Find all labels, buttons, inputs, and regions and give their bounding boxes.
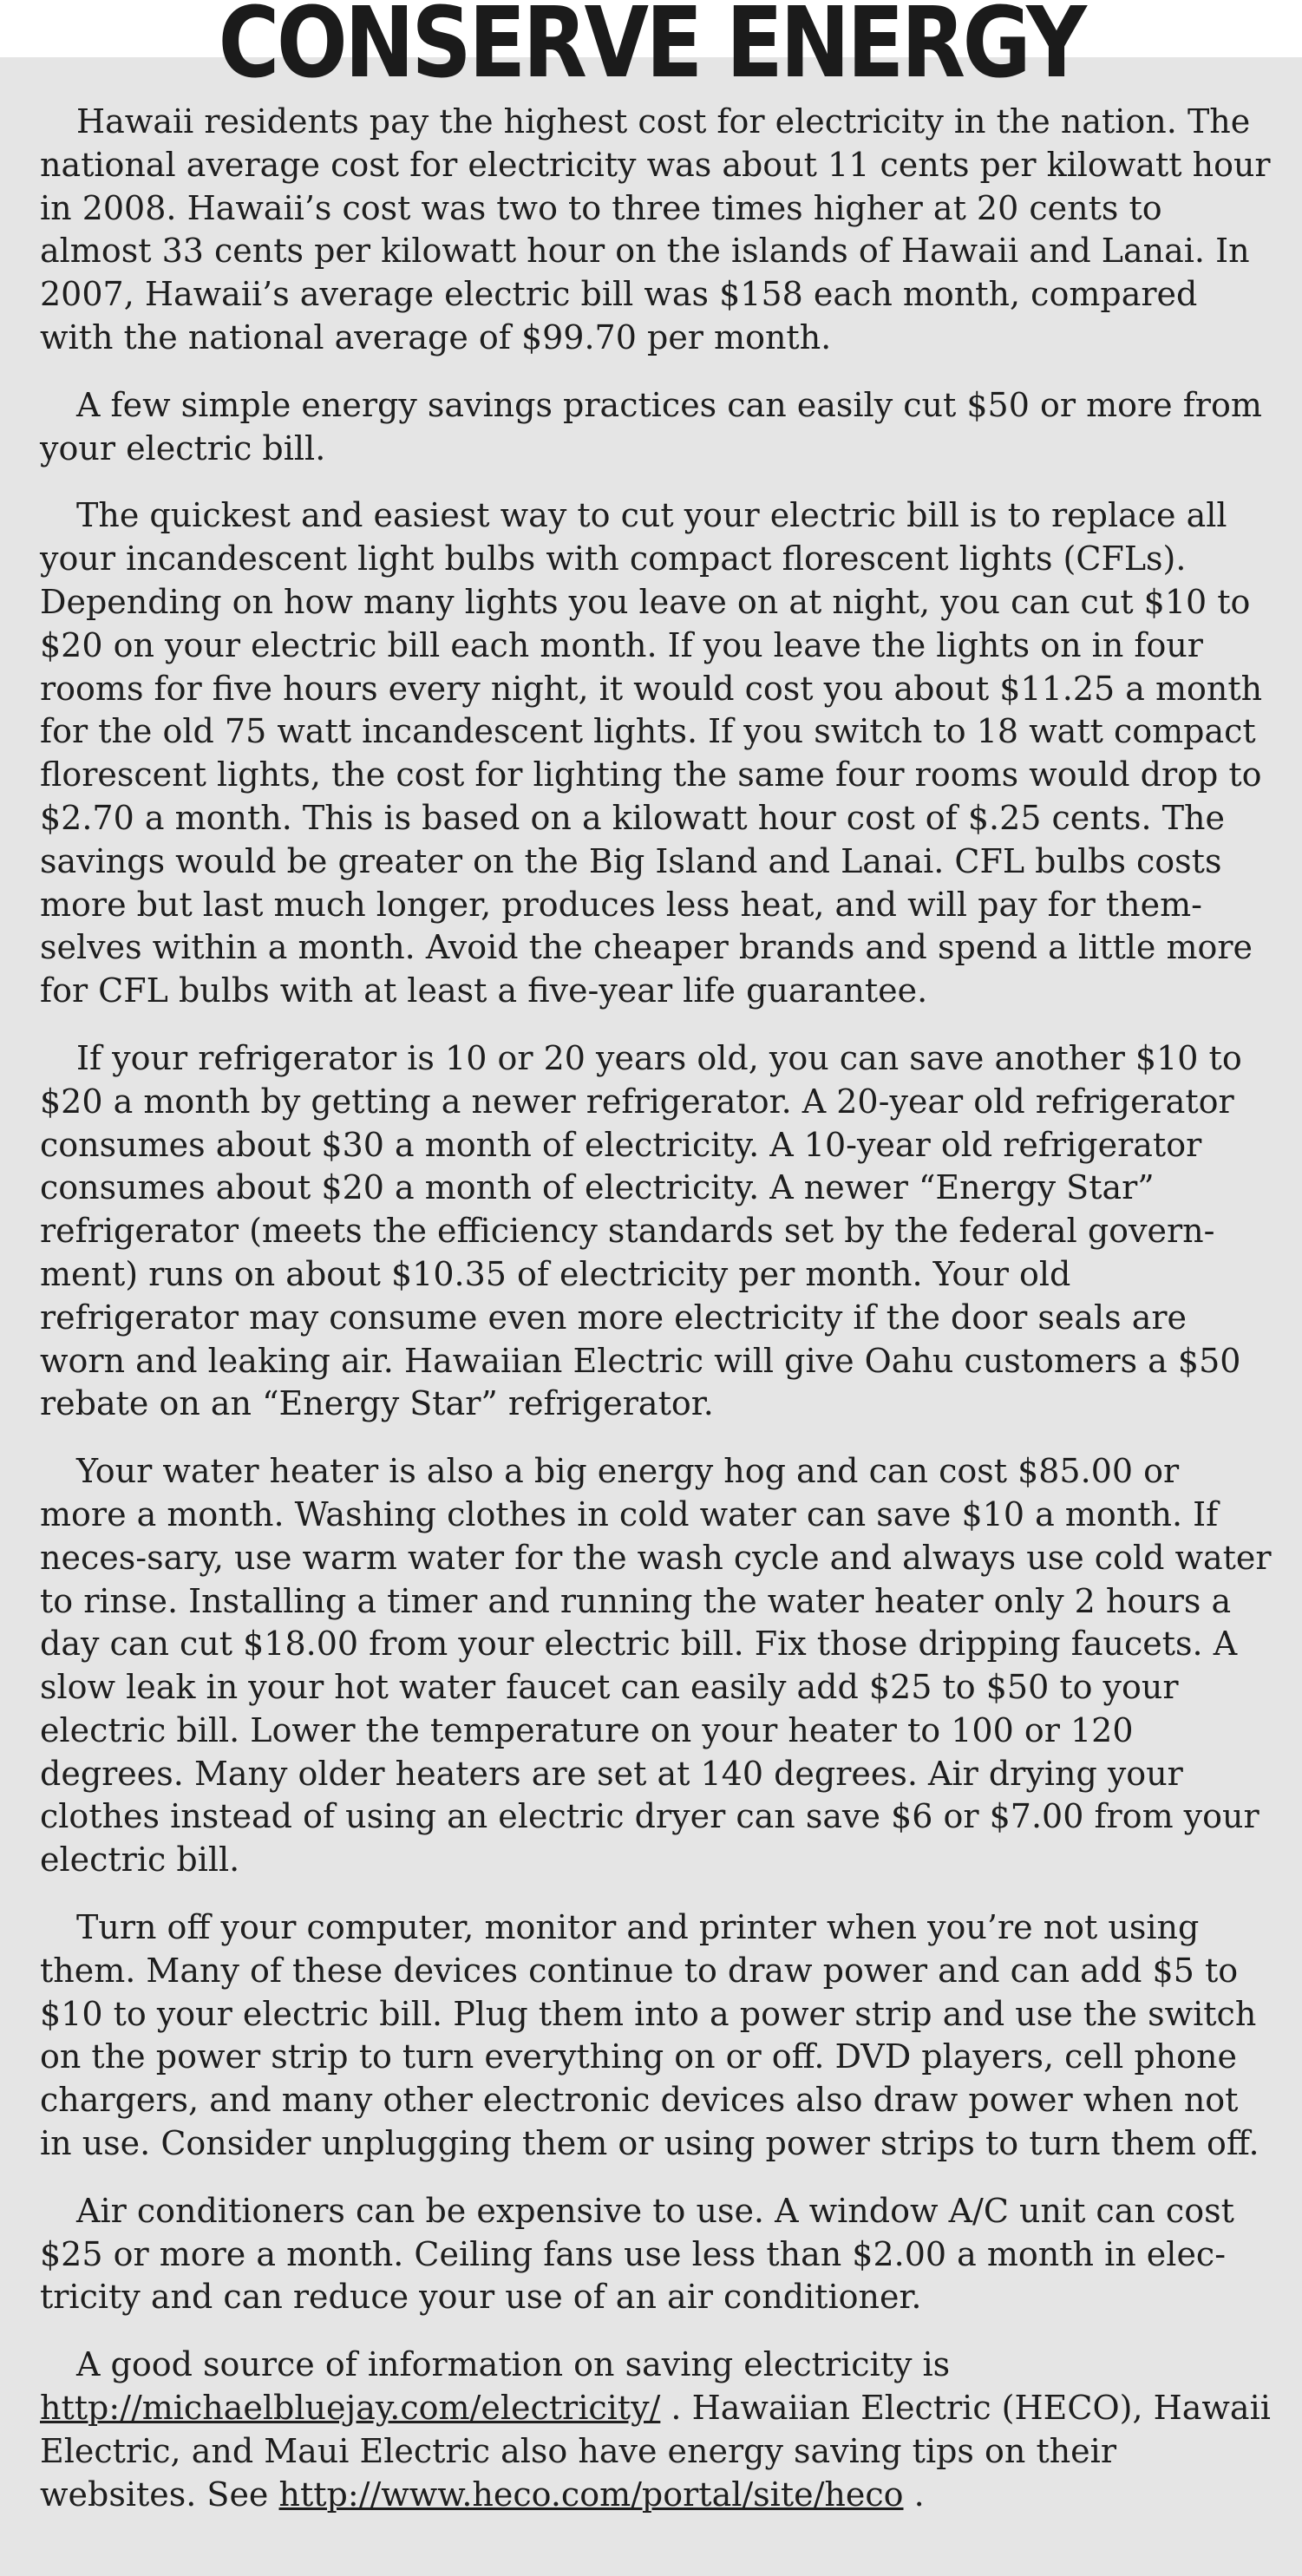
resources-text-end: .: [903, 2475, 925, 2514]
paragraph-air-conditioners: Air conditioners can be expensive to use. A window A/C unit can cost $25 or more a month. Ceiling fans use less than $2.00 a month in elec-tricity and can reduce your use of an air conditioner.: [40, 2191, 1234, 2317]
michaelbluejay-link[interactable]: http://michaelbluejay.com/electricity/: [40, 2389, 661, 2428]
resources-text-intro: A good source of information on saving electricity is: [76, 2345, 951, 2384]
paragraph-water-heater: Your water heater is also a big energy hog and can cost $85.00 or more a month. Washing clothes in cold water can save $10 a month. If neces-sary, use warm water for the wash cycle and always use cold water to rinse. Installing a timer and running the water heater only 2 hours a day can cut $18.00 from your electric bill. Fix those dripping faucets. A slow leak in your hot water faucet can easily add $25 to $50 to your electric bill. Lower the temperature on your heater to 100 or 120 degrees. Many older heaters are set at 140 degrees. Air drying your clothes instead of using an electric dryer can save $6 or $7.00 from your electric bill.: [40, 1452, 1272, 1880]
paragraph-refrigerator: If your refrigerator is 10 or 20 years old, you can save another $10 to $20 a month by getting a newer refrigerator. A 20-year old refrigerator consumes about $30 a month of electricity. A 10-year old refrigerator consumes about $20 a month of electricity. A newer “Energy Star” refrigerator (meets the efficiency standards set by the federal govern-ment) runs on about $10.35 of electricity per month. Your old refrigerator may consume even more electricity if the door seals are worn and leaking air. Hawaiian Electric will give Oahu customers a $50 rebate on an “Energy Star” refrigerator.: [40, 1038, 1242, 1423]
page-title: CONSERVE ENERGY: [218, 0, 1084, 100]
paragraph-electronics: Turn off your computer, monitor and printer when you’re not using them. Many of these devices continue to draw power and can add $5 to $10 to your electric bill. Plug them into a power strip and use the switch on the power strip to turn everything on or off. DVD players, cell phone chargers, and many other electronic devices also draw power when not in use. Consider unplugging them or using power strips to turn them off.: [40, 1908, 1259, 2163]
resources-text-middle: . Hawaiian Electric (HECO), Hawaii Electric, and Maui Electric also have energy saving tips on their websites. See: [40, 2389, 1271, 2514]
paragraph-resources: [40, 2344, 1272, 2516]
heco-link[interactable]: http://www.heco.com/portal/site/heco: [278, 2475, 904, 2514]
paragraph-cost-comparison: Hawaii residents pay the highest cost for electricity in the nation. The national average cost for electricity was about 11 cents per kilowatt hour in 2008. Hawaii’s cost was two to three times higher at 20 cents to almost 33 cents per kilowatt hour on the islands of Hawaii and Lanai. In 2007, Hawaii’s average electric bill was $158 each month, compared with the national average of $99.70 per month.: [40, 102, 1271, 356]
article-body: [40, 101, 1272, 2540]
paragraph-savings-intro: A few simple energy savings practices can easily cut $50 or more from your electric bill.: [40, 385, 1262, 467]
paragraph-cfl-lights: The quickest and easiest way to cut your electric bill is to replace all your incandescent light bulbs with compact florescent lights (CFLs). Depending on how many lights you leave on at night, you can cut $10 to $20 on your electric bill each month. If you leave the lights on in four rooms for five hours every night, it would cost you about $11.25 a month for the old 75 watt incandescent lights. If you switch to 18 watt compact florescent lights, the cost for lighting the same four rooms would drop to $2.70 a month. This is based on a kilowatt hour cost of $.25 cents. The savings would be greater on the Big Island and Lanai. CFL bulbs costs more but last much longer, produces less heat, and will pay for them-selves within a month. Avoid the cheaper brands and spend a little more for CFL bulbs with at least a five-year life guarantee.: [40, 496, 1263, 1010]
